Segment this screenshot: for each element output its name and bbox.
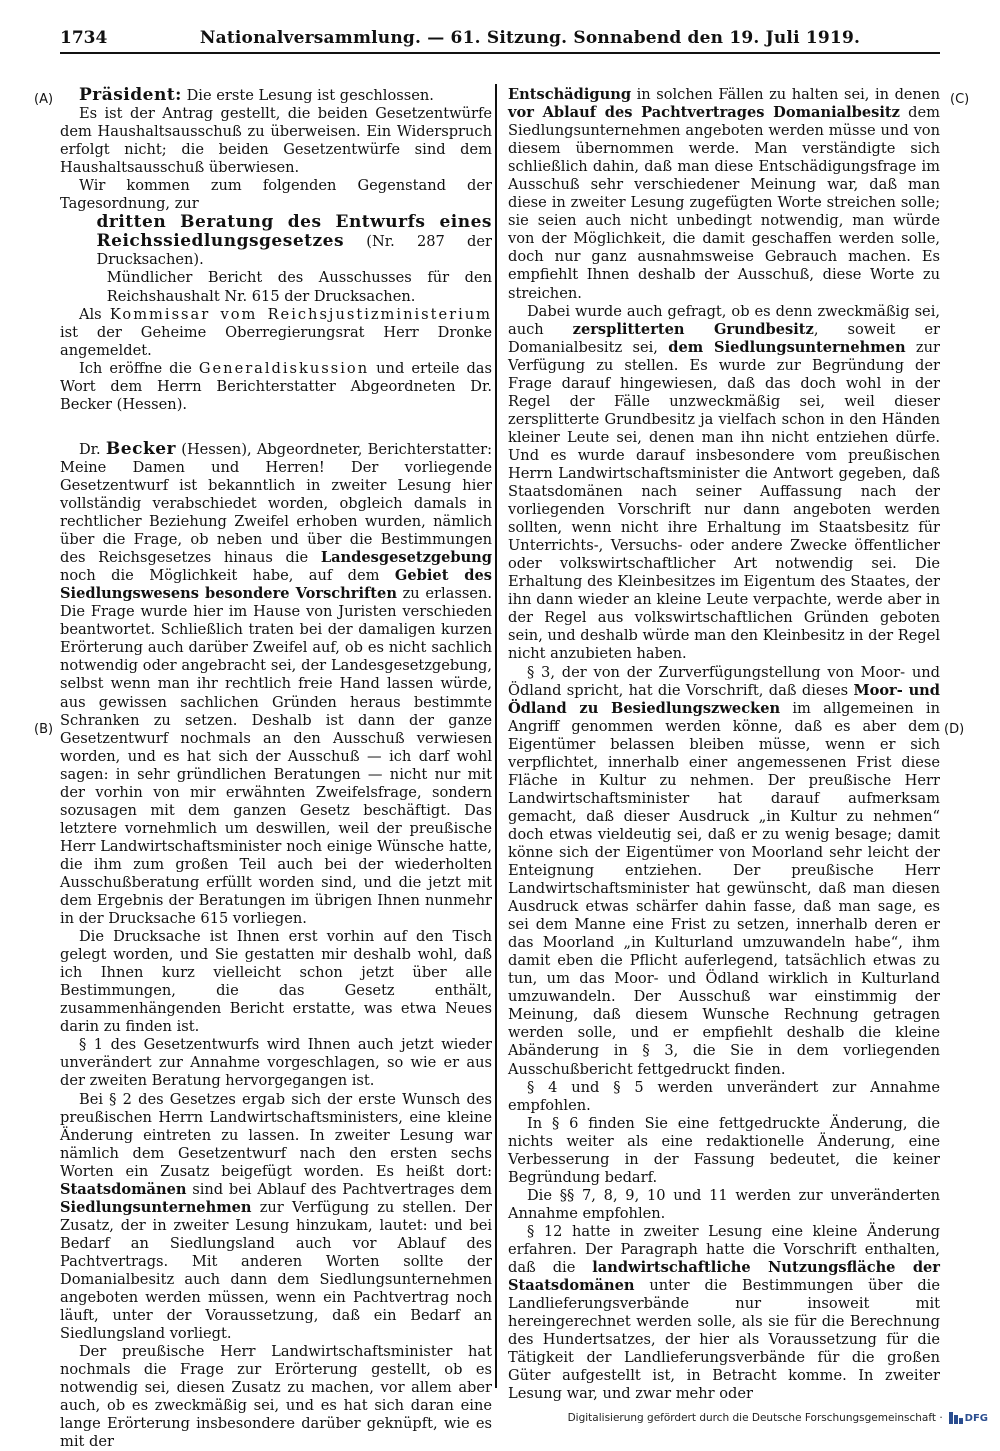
left-column — [60, 86, 492, 1451]
speaker-name: Präsident: — [78, 85, 182, 105]
paragraph: Die Drucksache ist Ihnen erst vorhin auf den Tisch gelegt worden, und Sie gestatten mir deshalb wohl, daß ich Ihnen kurz vielleicht schon jetzt über alle Bestimmungen, die das Gesetz enthält, zusammenhängenden Bericht erstatte, was etwa Neues darin zu finden ist. — [60, 928, 492, 1036]
footer-text: Digitalisierung gefördert durch die Deutsche Forschungsgemeinschaft · — [567, 1412, 943, 1424]
page-number: 1734 — [60, 28, 108, 48]
margin-mark-d: (D) — [944, 722, 965, 737]
agenda-note: Mündlicher Bericht des Ausschusses für den Reichshaushalt Nr. 615 der Drucksachen. — [106, 269, 492, 305]
paragraph: Bei § 2 des Gesetzes ergab sich der erste Wunsch des preußischen Herrn Landwirtschaftsministers, eine kleine Änderung eintreten zu lassen. In zweiter Lesung war nämlich dem Gesetzentwurf nach den ersten sechs Worten ein Zusatz beigefügt worden. Es heißt dort: Staatsdomänen sind bei Ablauf des Pachtvertrages dem Siedlungsunternehmen zur Verfügung zu stellen. Der Zusatz, der in zweiter Lesung hinzukam, lautet: und bei Bedarf an Siedlungsland auch vor Ablauf des Pachtvertrags. Mit anderen Worten sollte der Domanialbesitz auch dann dem Siedlungsunternehmen angeboten werden müssen, wenn ein Pachtvertrag noch läuft, unter der Voraussetzung, daß ein Bedarf an Siedlungsland vorliegt. — [60, 1090, 492, 1343]
paragraph: Die §§ 7, 8, 9, 10 und 11 werden zur unveränderten Annahme empfohlen. — [508, 1186, 940, 1222]
paragraph: Präsident: Die erste Lesung ist geschlossen. — [78, 85, 434, 105]
paragraph: Es ist der Antrag gestellt, die beiden Gesetzentwürfe dem Haushaltsausschuß zu überweisen. Ein Widerspruch erfolgt nicht; die beiden Gesetzentwürfe sind dem Haushaltsausschuß überwiesen. — [60, 105, 492, 177]
speech-paragraph: Dr. Becker (Hessen), Abgeordneter, Berichterstatter: Meine Damen und Herren! Der vorliegende Gesetzentwurf ist bekanntlich in zweiter Lesung hier vollständig verabschiedet worden, obgleich damals in rechtlicher Beziehung Zweifel erhoben wurden, nämlich über die Frage, ob neben und über die Bestimmungen des Reichsgesetzes hinaus die Landesgesetzgebung noch die Möglichkeit habe, auf dem Gebiet des Siedlungswesens besondere Vorschriften zu erlassen. Die Frage wurde hier im Hause von Juristen verschieden beantwortet. Schließlich traten bei der damaligen kurzen Erörterung auch darüber Zweifel auf, ob es nicht sachlich notwendig oder angebracht sei, der Landesgesetzgebung, selbst wenn man ihr rechtlich freie Hand lassen würde, aus gewissen sachlichen Gründen heraus bestimmte Schranken zu setzen. Deshalb ist dann der ganze Gesetzentwurf nochmals an den Ausschuß verwiesen worden, und es hat sich der Ausschuß — ich darf wohl sagen: in sehr gründlichen Beratungen — nicht nur mit der vorhin von mir erwähnten Zweifelsfrage, sondern sozusagen mit dem ganzen Gesetz beschäftigt. Das letztere vornehmlich um deswillen, weil der preußische Herr Landwirtschaftsminister noch einige Wünsche hatte, die ihm zum großen Teil auch bei der wiederholten Ausschußberatung erfüllt worden sind, und die jetzt mit dem Ergebnis der Beratungen im übrigen Ihnen nunmehr in der Drucksache 615 vorliegen. — [60, 438, 493, 928]
margin-mark-a: (A) — [34, 92, 54, 107]
paragraph: Entschädigung in solchen Fällen zu halten sei, in denen vor Ablauf des Pachtvertrages Domanialbesitz dem Siedlungsunternehmen angeboten werden müsse und von diesem übernommen werde. Man verständigte sich schließlich dahin, daß man diese Entschädigungsfrage im Ausschuß sehr verschiedener Meinung war, daß man diese in zweiter Lesung zugefügten Worte streichen solle; sie seien auch nicht unbedingt notwendig, man würde von der Möglichkeit, die damit geschaffen werden solle, doch nur ganz ausnahmsweise Gebrauch machen. Es empfiehlt Ihnen deshalb der Ausschuß, diese Worte zu streichen. — [508, 86, 940, 302]
digitization-footer — [568, 1412, 988, 1424]
paragraph: In § 6 finden Sie eine fettgedruckte Änderung, die nichts weiter als eine redaktionelle Änderung, eine Verbesserung in der Fassung bedeutet, die keiner Begründung bedarf. — [508, 1114, 940, 1186]
paragraph: Wir kommen zum folgenden Gegenstand der Tagesordnung, zur — [60, 177, 492, 213]
margin-mark-c: (C) — [950, 92, 970, 107]
paragraph: § 1 des Gesetzentwurfs wird Ihnen auch jetzt wieder unverändert zur Annahme vorgeschlagen, so wie er aus der zweiten Beratung hervorgegangen ist. — [60, 1036, 492, 1090]
paragraph: Als Kommissar vom Reichsjustizministerium ist der Geheime Oberregierungsrat Herr Dronke angemeldet. — [60, 305, 493, 359]
margin-mark-b: (B) — [34, 722, 54, 737]
column-divider — [495, 84, 497, 1388]
speaker-name: Becker — [105, 438, 177, 459]
agenda-item: dritten Beratung des Entwurfs eines Reichssiedlungsgesetzes (Nr. 287 der Drucksachen). — [96, 212, 492, 269]
running-title: Nationalversammlung. — 61. Sitzung. Sonnabend den 19. Juli 1919. — [199, 28, 861, 48]
right-column — [508, 86, 940, 1403]
paragraph: Der preußische Herr Landwirtschaftsminister hat nochmals die Frage zur Erörterung gestellt, ob es notwendig sei, diesen Zusatz zu machen, vor allem aber auch, ob es zweckmäßig sei, und es hat sich daran eine lange Erörterung insbesondere darüber geknüpft, wie es mit der — [60, 1343, 492, 1451]
paragraph: § 12 hatte in zweiter Lesung eine kleine Änderung erfahren. Der Paragraph hatte die Vorschrift enthalten, daß die landwirtschaftliche Nutzungsfläche der Staatsdomänen unter die Bestimmungen über die Landlieferungsverbände nur insoweit mit hereingerechnet werden solle, als sie für die Berechnung des Hundertsatzes, der hier als Voraussetzung für die Tätigkeit der Landlieferungsverbände für die großen Güter aufgestellt ist, in Betracht komme. In zweiter Lesung war, und zwar mehr oder — [508, 1222, 940, 1403]
dfg-logo-text: DFG — [964, 1412, 988, 1424]
dfg-logo-icon — [949, 1412, 963, 1424]
paragraph: § 3, der von der Zurverfügungstellung von Moor- und Ödland spricht, hat die Vorschrift, daß dieses Moor- und Ödland zu Besiedlungszwecken im allgemeinen in Angriff genommen werden könne, daß es aber dem Eigentümer belassen bleiben müsse, wenn er sich verpflichtet, innerhalb einer angemessenen Frist diese Fläche in Kultur zu nehmen. Der preußische Herr Landwirtschaftsminister hat darauf aufmerksam gemacht, daß dieser Ausdruck „in Kultur zu nehmen“ doch etwas vieldeutig sei, daß er zu wenig besage; damit könne sich der Eigentümer von Moorland sehr leicht der Enteignung entziehen. Der preußische Herr Landwirtschaftsminister hat gewünscht, daß man diesen Ausdruck etwas schärfer dahin fasse, daß man sage, es sei dem Manne eine Frist zu setzen, innerhalb deren er das Moorland „in Kulturland umzuwandeln habe“, ihm damit eben die Pflicht auferlegend, tatsächlich etwas zu tun, um das Moor- und Ödland wirklich in Kulturland umzuwandeln. Der Ausschuß war einstimmig der Meinung, daß diesem Wunsche Rechnung getragen werden solle, und er empfiehlt deshalb die kleine Abänderung in § 3, die Sie in dem vorliegenden Ausschußbericht fettgedruckt finden. — [508, 663, 940, 1078]
paragraph: § 4 und § 5 werden unverändert zur Annahme empfohlen. — [508, 1078, 940, 1114]
paragraph: Ich eröffne die Generaldiskussion und erteile das Wort dem Herrn Berichterstatter Abgeordneten Dr. Becker (Hessen). — [60, 359, 492, 413]
dfg-logo — [949, 1412, 988, 1424]
page-header — [60, 28, 940, 54]
paragraph: Dabei wurde auch gefragt, ob es denn zweckmäßig sei, auch zersplitterten Grundbesitz, soweit er Domanialbesitz sei, dem Siedlungsunternehmen zur Verfügung zu stellen. Es wurde zur Begründung der Frage darauf hingewiesen, daß das doch wohl in der Regel der Fälle unzweckmäßig sei, weil dieser zersplitterte Grundbesitz ja vielfach schon in den Händen kleiner Leute sei, denen man ihn nicht entziehen dürfe. Und es wurde darauf insbesondere vom preußischen Herrn Landwirtschaftsminister die Antwort gegeben, daß Staatsdomänen nach seiner Auffassung nach der vorliegenden Vorschrift nur dann angeboten werden sollten, wenn nicht ihre Erhaltung im Staatsbesitz für Unterrichts-, Versuchs- oder andere Zwecke öffentlicher oder volkswirtschaftlicher Art notwendig sei. Die Erhaltung des Kleinbesitzes im Eigentum des Staates, der ihn dann wieder an kleine Leute verpachte, werde aber in der Regel aus volkswirtschaftlichen Gründen geboten sein, und deshalb würde man den Kleinbesitz in der Regel nicht anzubieten haben. — [508, 302, 940, 663]
spacer — [60, 414, 492, 440]
